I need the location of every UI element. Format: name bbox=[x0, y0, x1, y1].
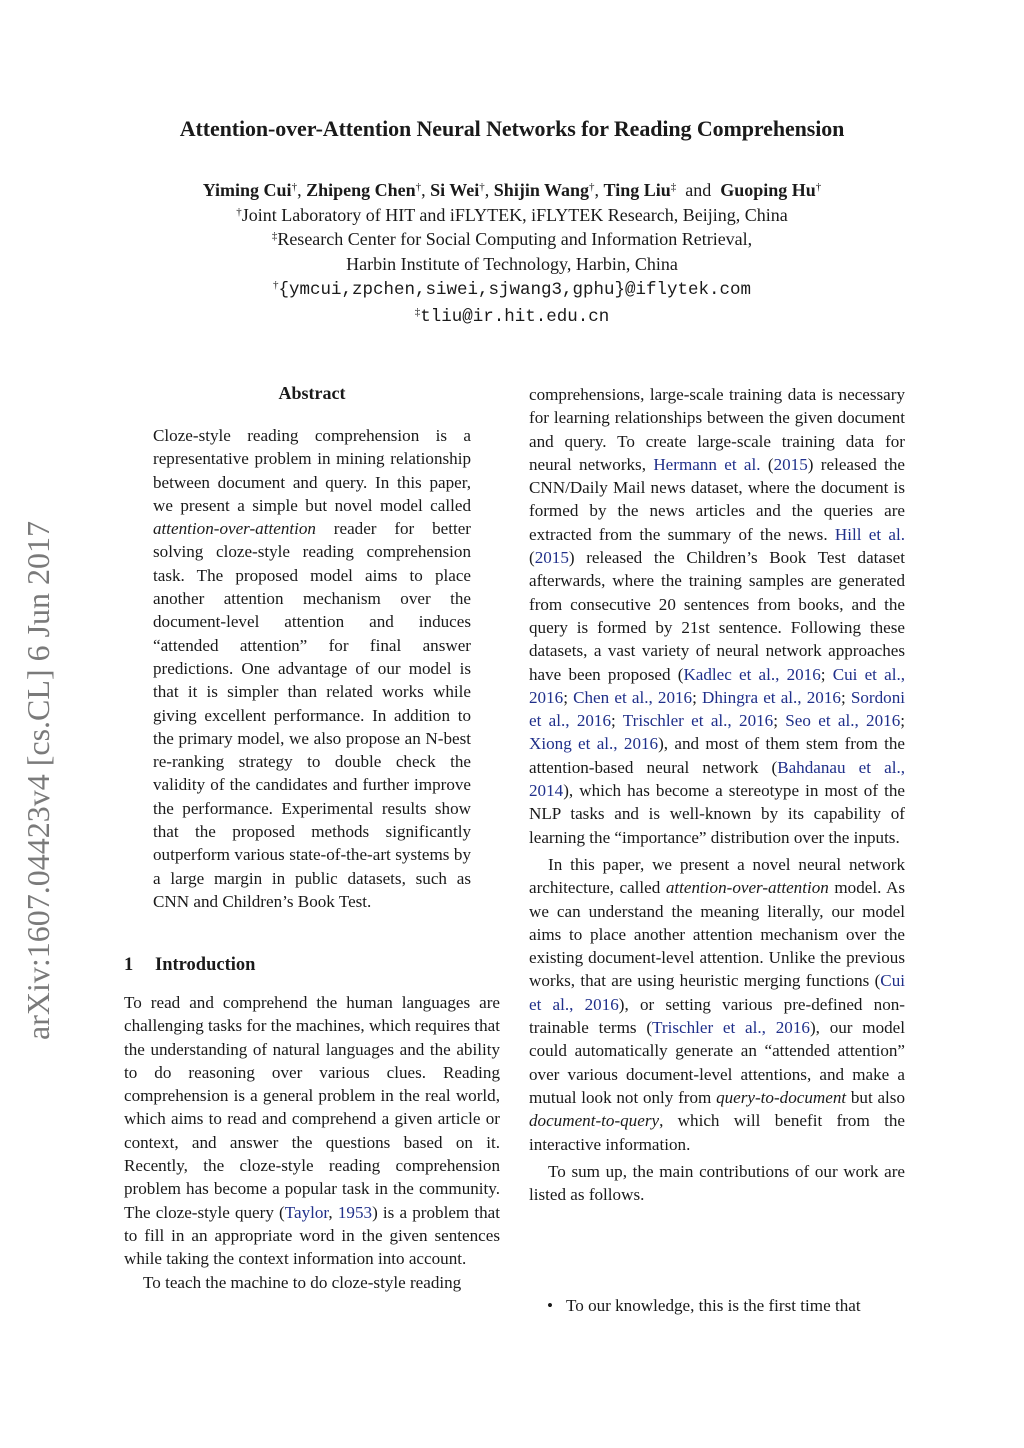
author-1: Yiming Cui bbox=[202, 180, 292, 200]
paper-title: Attention-over-Attention Neural Networks for Reading Comprehension bbox=[179, 116, 845, 141]
affiliation-1: †Joint Laboratory of HIT and iFLYTEK, iFLYTEK Research, Beijing, China bbox=[236, 204, 788, 225]
citation-link[interactable]: Xiong et al., 2016 bbox=[529, 734, 659, 754]
intro-paragraph-2: To teach the machine to do cloze-style reading bbox=[143, 1272, 462, 1292]
arxiv-sidebar-stamp: arXiv:1607.04423v4 [cs.CL] 6 Jun 2017 bbox=[20, 520, 56, 1040]
citation-link[interactable]: Hill et al. bbox=[834, 524, 905, 544]
affiliation-2: ‡Research Center for Social Computing and Information Retrieval, bbox=[271, 229, 753, 249]
email-line-1: †{ymcui,zpchen,siwei,sjwang3,gphu}@iflytek.com bbox=[272, 279, 752, 300]
introduction-body bbox=[124, 991, 500, 1294]
citation-link[interactable]: Sordoni et al., 2016 bbox=[529, 687, 905, 731]
citation-link[interactable]: Dhingra et al., 2016 bbox=[702, 687, 841, 707]
contribution-list-item: • To our knowledge, this is the first time that bbox=[529, 1294, 905, 1317]
abstract-body: Cloze-style reading comprehension is a representative problem in mining relationship between document and query. In this paper, we present a simple but novel model called attention-over-attention reader for better solving cloze-style reading comprehension task. The proposed model aims to place another attention mechanism over the document-level attention and induces “attended attention” for final answer predictions. One advantage of our model is that it is simpler than related works while giving excellent performance. In addition to the primary model, we also propose an N-best re-ranking strategy to double check the validity of the candidates and further improve the performance. Experimental results show that the proposed methods significantly outperform various state-of-the-art systems by a large margin in public datasets, such as CNN and Children’s Book Test. bbox=[153, 426, 471, 911]
citation-link[interactable]: Cui et al., 2016 bbox=[529, 664, 905, 707]
citation-year-link[interactable]: 2015 bbox=[773, 454, 808, 474]
right-column-body bbox=[529, 383, 905, 1206]
author-2: Zhipeng Chen bbox=[306, 180, 416, 200]
author-3: Si Wei bbox=[430, 180, 480, 200]
author-6: Guoping Hu bbox=[720, 180, 816, 200]
abstract-heading: Abstract bbox=[278, 383, 346, 403]
bullet-icon: • bbox=[547, 1296, 553, 1315]
citation-link[interactable]: Hermann et al. bbox=[653, 454, 761, 474]
affiliation-2-cont: Harbin Institute of Technology, Harbin, China bbox=[346, 253, 678, 274]
citation-year-link[interactable]: 2015 bbox=[534, 548, 569, 568]
citation-link[interactable]: Kadlec et al., 2016 bbox=[683, 664, 821, 684]
author-4: Shijin Wang bbox=[493, 180, 590, 200]
citation-link[interactable]: Bahdanau et al., 2014 bbox=[529, 757, 905, 801]
citation-link[interactable]: Trischler et al., 2016 bbox=[652, 1018, 810, 1038]
author-and: and bbox=[685, 180, 712, 200]
intro-paragraph-1: To read and comprehend the human languages are challenging tasks for the machines, which requires that the understanding of natural languages and the ability to do reasoning over various clues. Reading comprehension is a general problem in the real world, which aims to read and comprehend a given article or context, and answer the questions based on it. Recently, the cloze-style reading comprehension problem has become a popular task in the community. The cloze-style query (Taylor, 1953) is a problem that to fill in an appropriate word in the given sentences while taking the context information into account. bbox=[124, 993, 501, 1269]
right-paragraph-1: comprehensions, large-scale training data is necessary for learning relationships between the given document and query. To create large-scale training data for neural networks, Hermann et al. (2015) released the CNN/Daily Mail news dataset, where the document is formed by the news articles and the queries are extracted from the summary of the news. Hill et al. (2015) released the Children’s Book Test dataset afterwards, where the training samples are generated from consecutive 20 sentences from books, and the query is formed by 21st sentence. Following these datasets, a vast variety of neural network approaches have been proposed (Kadlec et al., 2016; Cui et al., 2016; Chen et al., 2016; Dhingra et al., 2016; Sordoni et al., 2016; Trischler et al., 2016; Seo et al., 2016; Xiong et al., 2016), and most of them stem from the attention-based neural network (Bahdanau et al., 2014), which has become a stereotype in most of the NLP tasks and is well-known by its capability of learning the “importance” distribution over the inputs. bbox=[529, 385, 906, 847]
right-paragraph-2: In this paper, we present a novel neural network architecture, called attention-over-attention model. As we can understand the meaning literally, our model aims to place another attention mechanism over the existing document-level attention. Unlike the previous works, that are using heuristic merging functions (Cui et al., 2016), or setting various pre-defined non-trainable terms (Trischler et al., 2016), our model could automatically generate an “attended attention” over various document-level attentions, and make a mutual look not only from query-to-document but also document-to-query, which will benefit from the interactive information. bbox=[529, 854, 905, 1154]
citation-link[interactable]: Seo et al., 2016 bbox=[785, 711, 901, 731]
citation-link[interactable]: Trischler et al., 2016 bbox=[622, 711, 774, 731]
section-heading-introduction: 1 Introduction bbox=[124, 955, 256, 975]
citation-year-link[interactable]: 1953 bbox=[337, 1202, 373, 1222]
citation-link[interactable]: Cui et al., 2016 bbox=[529, 971, 905, 1014]
author-5: Ting Liu bbox=[603, 180, 671, 200]
citation-link[interactable]: Taylor bbox=[284, 1202, 329, 1222]
citation-link[interactable]: Chen et al., 2016 bbox=[573, 687, 693, 707]
right-paragraph-3: To sum up, the main contributions of our work are listed as follows. bbox=[529, 1161, 905, 1205]
author-names: Yiming Cui†, Zhipeng Chen†, Si Wei†, Shijin Wang†, Ting Liu‡ and Guoping Hu† bbox=[202, 180, 822, 200]
email-line-2: ‡tliu@ir.hit.edu.cn bbox=[414, 305, 610, 327]
author-block bbox=[0, 178, 1024, 329]
